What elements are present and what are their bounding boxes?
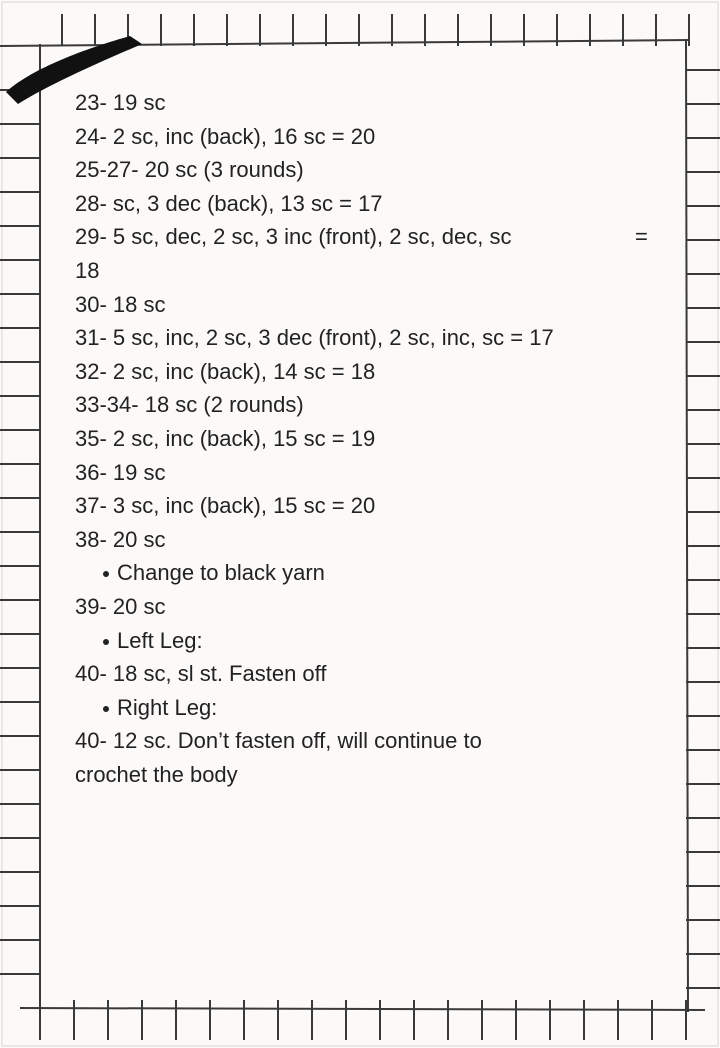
- right-border-line: [686, 40, 688, 1012]
- pattern-row: 24- 2 sc, inc (back), 16 sc = 20: [75, 123, 376, 149]
- pattern-row: 35- 2 sc, inc (back), 15 sc = 19: [75, 425, 376, 451]
- bullet-item: [75, 624, 655, 658]
- pattern-row: 32- 2 sc, inc (back), 14 sc = 18: [75, 358, 376, 384]
- pattern-row: 39- 20 sc: [75, 593, 166, 619]
- pattern-row: 40- 12 sc. Don’t fasten off, will continue to: [75, 728, 482, 754]
- bullet-text: Change to black yarn: [117, 560, 325, 586]
- pattern-row-text: 29- 5 sc, dec, 2 sc, 3 inc (front), 2 sc, dec, sc: [75, 224, 512, 250]
- pattern-notes: [75, 86, 655, 791]
- pattern-row: 30- 18 sc: [75, 291, 166, 317]
- pattern-row: 37- 3 sc, inc (back), 15 sc = 20: [75, 493, 376, 519]
- trailing-equals: =: [635, 224, 648, 250]
- bullet-text: Left Leg:: [117, 627, 203, 653]
- pattern-row: 25-27- 20 sc (3 rounds): [75, 157, 304, 183]
- pattern-row: crochet the body: [75, 761, 238, 787]
- bottom-border-line: [20, 1008, 705, 1010]
- pattern-row: 33-34- 18 sc (2 rounds): [75, 392, 304, 418]
- pattern-row: 40- 18 sc, sl st. Fasten off: [75, 661, 327, 687]
- pattern-row: 23- 19 sc: [75, 90, 166, 115]
- pattern-row: 38- 20 sc: [75, 526, 166, 552]
- pattern-row: 18: [75, 257, 100, 283]
- pattern-row: [75, 220, 655, 254]
- pattern-row: 28- sc, 3 dec (back), 13 sc = 17: [75, 190, 383, 216]
- bullet-item: [75, 691, 655, 725]
- pattern-row: 31- 5 sc, inc, 2 sc, 3 dec (front), 2 sc, inc, sc = 17: [75, 325, 554, 351]
- bullet-text: Right Leg:: [117, 694, 218, 720]
- bullet-item: [75, 556, 655, 590]
- pattern-row: 36- 19 sc: [75, 459, 166, 485]
